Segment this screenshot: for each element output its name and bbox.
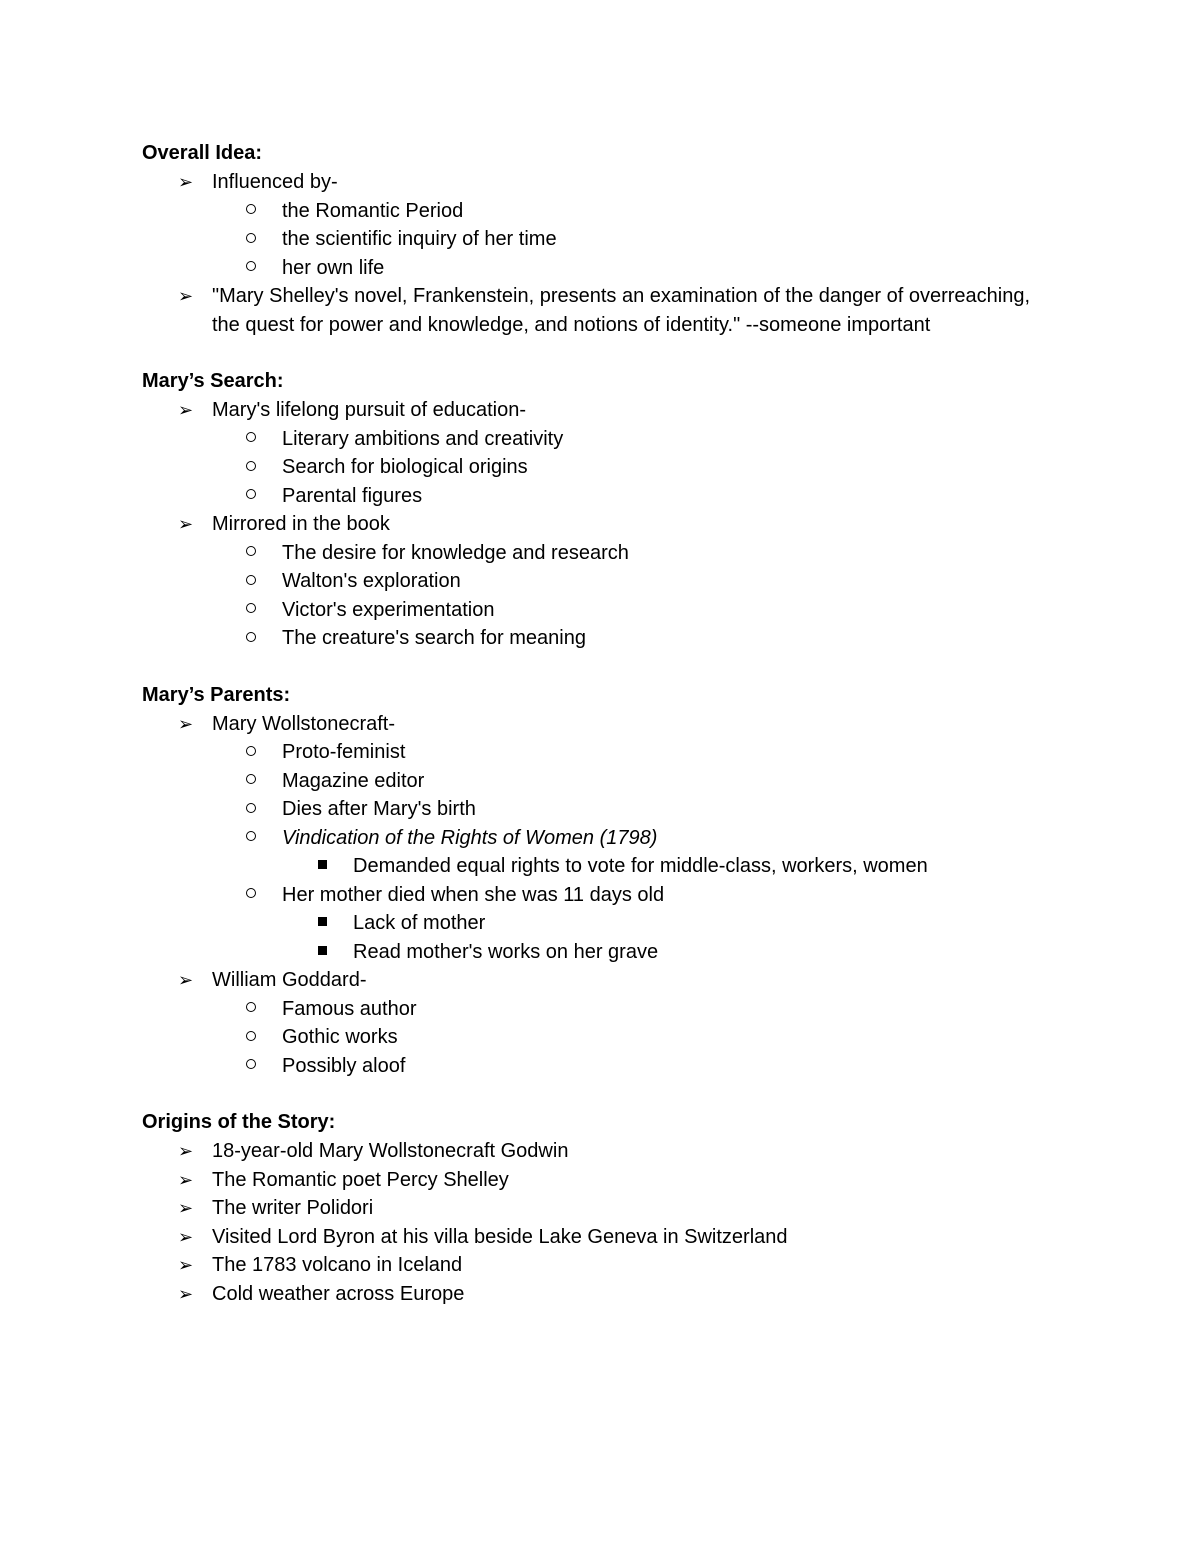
section <box>142 681 1052 1081</box>
hollow-circle-bullet-icon <box>246 738 256 767</box>
hollow-circle-bullet-icon <box>246 795 256 824</box>
hollow-circle-bullet-icon <box>246 567 256 596</box>
arrowhead-bullet-icon: ➢ <box>178 1169 194 1190</box>
list-item-text: Lack of mother <box>353 912 486 934</box>
list-item-text: Possibly aloof <box>282 1054 406 1077</box>
list-item-text: Cold weather across Europe <box>212 1282 465 1305</box>
list-item-level-1 <box>142 1166 1052 1195</box>
hollow-circle-bullet-icon <box>246 225 256 254</box>
list-item-level-1 <box>142 710 1052 739</box>
arrowhead-bullet-icon: ➢ <box>178 514 194 534</box>
arrowhead-bullet-icon: ➢ <box>178 172 194 192</box>
list-item-text: The writer Polidori <box>212 1197 374 1219</box>
arrowhead-bullet-icon: ➢ <box>178 713 194 734</box>
arrowhead-bullet-icon: ➢ <box>178 1141 194 1161</box>
list-item-level-2 <box>142 824 1052 853</box>
list-item-level-1 <box>142 396 1052 425</box>
list-item-level-2 <box>142 539 1052 568</box>
list-item-level-1 <box>142 1251 1052 1280</box>
hollow-circle-bullet-icon <box>246 539 256 568</box>
list-item-text: The 1783 volcano in Iceland <box>212 1254 463 1276</box>
document-body <box>142 139 1052 1336</box>
list-item-level-2 <box>142 254 1052 283</box>
list-item-text: Demanded equal rights to vote for middle-class, workers, women <box>353 855 928 877</box>
filled-square-bullet-icon <box>318 909 327 938</box>
list-item-level-2 <box>142 453 1052 482</box>
arrowhead-bullet-icon: ➢ <box>178 1198 194 1218</box>
list-item-text: Proto-feminist <box>282 741 406 763</box>
list-item-level-2 <box>142 995 1052 1024</box>
list-item-text: William Goddard- <box>212 969 367 991</box>
list-item-level-2 <box>142 567 1052 596</box>
list-item-text: Mary Wollstonecraft- <box>212 712 396 735</box>
list-item-level-1 <box>142 510 1052 539</box>
arrowhead-bullet-icon: ➢ <box>178 1283 194 1304</box>
hollow-circle-bullet-icon <box>246 453 256 482</box>
list-item-text: Her mother died when she was 11 days old <box>282 883 665 906</box>
list-item-text: The desire for knowledge and research <box>282 541 629 564</box>
list-item-text: Read mother's works on her grave <box>353 940 659 963</box>
section <box>142 139 1052 339</box>
list-item-level-2 <box>142 596 1052 625</box>
arrowhead-bullet-icon: ➢ <box>178 400 194 420</box>
list-item-text: Walton's exploration <box>282 570 461 592</box>
list-item-text: Mary's lifelong pursuit of education- <box>212 399 526 421</box>
list-item-text: The creature's search for meaning <box>282 627 586 649</box>
list-item-level-3 <box>142 909 1052 938</box>
list-item-level-2 <box>142 1023 1052 1052</box>
hollow-circle-bullet-icon <box>246 425 256 454</box>
hollow-circle-bullet-icon <box>246 254 256 283</box>
list-item-text: the Romantic Period <box>282 199 464 222</box>
section-heading: Overall Idea: <box>142 142 263 164</box>
hollow-circle-bullet-icon <box>246 824 256 853</box>
filled-square-bullet-icon <box>318 938 327 967</box>
list-item-level-2 <box>142 881 1052 910</box>
list-item-level-3 <box>142 852 1052 881</box>
hollow-circle-bullet-icon <box>246 482 256 511</box>
list-item-level-2 <box>142 482 1052 511</box>
list-item-level-2 <box>142 767 1052 796</box>
list-item-level-1 <box>142 1280 1052 1309</box>
list-item-text: Parental figures <box>282 484 423 507</box>
list-item-text: Influenced by- <box>212 171 338 193</box>
list-item-text: Magazine editor <box>282 769 425 792</box>
list-item-level-1 <box>142 1194 1052 1223</box>
list-item-text: Vindication of the Rights of Women (1798) <box>282 826 658 849</box>
list-item-level-2 <box>142 425 1052 454</box>
list-item-text: Famous author <box>282 997 417 1020</box>
arrowhead-bullet-icon: ➢ <box>178 970 194 990</box>
list-item-text: the scientific inquiry of her time <box>282 228 557 250</box>
list-item-text: Mirrored in the book <box>212 513 390 535</box>
hollow-circle-bullet-icon <box>246 767 256 796</box>
hollow-circle-bullet-icon <box>246 1052 256 1081</box>
filled-square-bullet-icon <box>318 852 327 881</box>
hollow-circle-bullet-icon <box>246 1023 256 1052</box>
list-item-text: Search for biological origins <box>282 456 528 478</box>
arrowhead-bullet-icon: ➢ <box>178 1255 194 1275</box>
list-item-level-2 <box>142 795 1052 824</box>
list-item-level-1 <box>142 1223 1052 1252</box>
list-item-text: Gothic works <box>282 1026 398 1048</box>
hollow-circle-bullet-icon <box>246 596 256 625</box>
list-item-level-3 <box>142 938 1052 967</box>
list-item-text: 18-year-old Mary Wollstonecraft Godwin <box>212 1140 569 1162</box>
list-item-text: Victor's experimentation <box>282 598 495 621</box>
list-item-text: Literary ambitions and creativity <box>282 427 564 450</box>
section <box>142 1108 1052 1308</box>
hollow-circle-bullet-icon <box>246 881 256 910</box>
list-item-level-2 <box>142 197 1052 226</box>
section-heading: Origins of the Story: <box>142 1111 336 1133</box>
section-heading: Mary’s Search: <box>142 370 284 392</box>
list-item-level-2 <box>142 1052 1052 1081</box>
arrowhead-bullet-icon: ➢ <box>178 286 194 306</box>
list-item-level-1 <box>142 1137 1052 1166</box>
list-item-text: Dies after Mary's birth <box>282 798 476 820</box>
list-item-level-2 <box>142 624 1052 653</box>
section-heading: Mary’s Parents: <box>142 683 291 706</box>
section <box>142 367 1052 653</box>
list-item-text: The Romantic poet Percy Shelley <box>212 1168 509 1191</box>
list-item-level-2 <box>142 738 1052 767</box>
hollow-circle-bullet-icon <box>246 624 256 653</box>
list-item-level-1 <box>142 168 1052 197</box>
list-item-text: "Mary Shelley's novel, Frankenstein, presents an examination of the danger of overreaching, the quest for power and knowledge, and notions of identity." --someone important <box>212 285 1031 336</box>
hollow-circle-bullet-icon <box>246 197 256 226</box>
arrowhead-bullet-icon: ➢ <box>178 1226 194 1247</box>
list-item-text: Visited Lord Byron at his villa beside Lake Geneva in Switzerland <box>212 1225 788 1248</box>
list-item-level-1 <box>142 966 1052 995</box>
list-item-level-1 <box>142 282 1052 339</box>
list-item-text: her own life <box>282 256 385 279</box>
list-item-level-2 <box>142 225 1052 254</box>
hollow-circle-bullet-icon <box>246 995 256 1024</box>
